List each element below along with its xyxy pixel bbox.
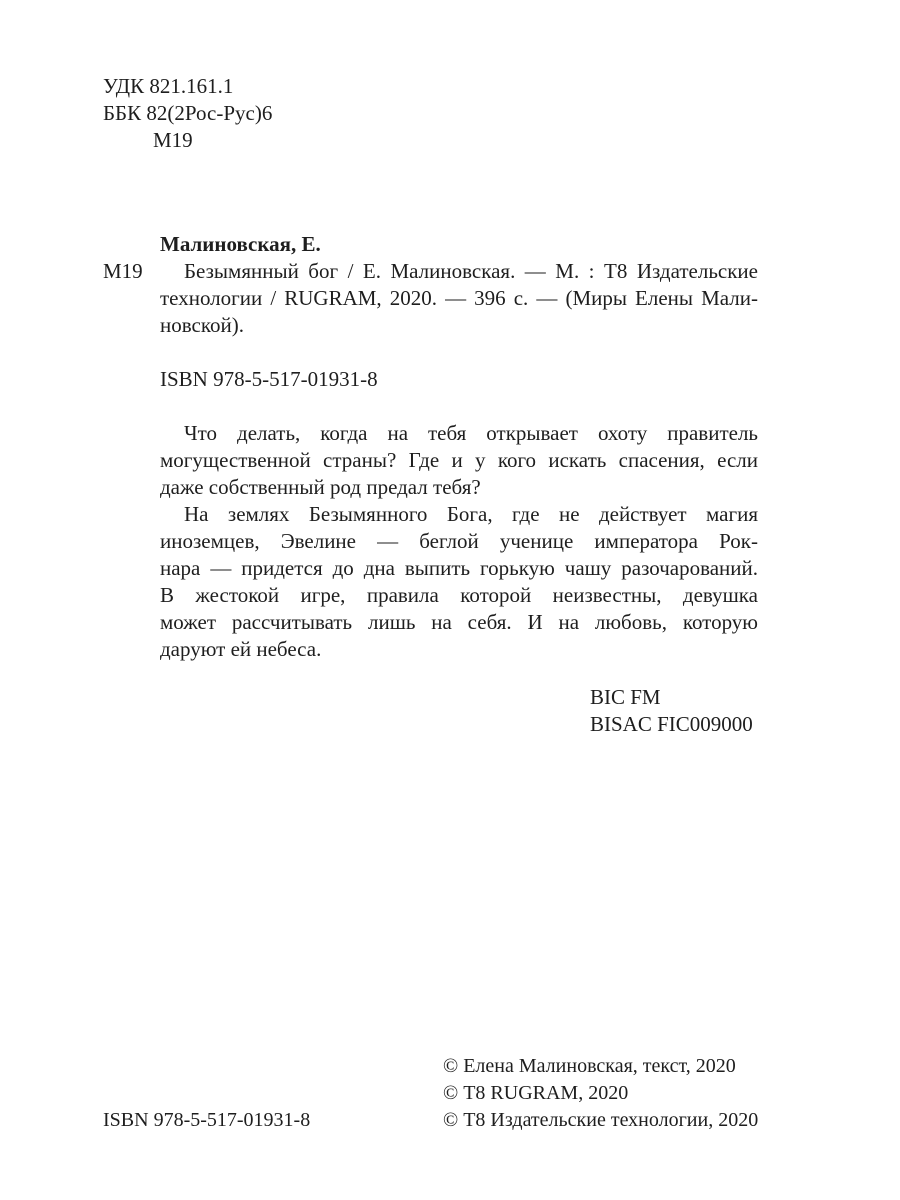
subject-codes: [590, 684, 753, 738]
annotation: [160, 420, 758, 663]
annotation-line: В жестокой игре, правила которой неизвестны, девушка: [160, 583, 758, 607]
copyright-line: © Т8 RUGRAM, 2020: [443, 1082, 629, 1104]
biblio-line: технологии / RUGRAM, 2020. — 396 с. — (Миры Елены Мали-: [160, 286, 758, 310]
bbk-code: ББК 82(2Рос-Рус)6: [103, 101, 273, 125]
classification-codes: [103, 73, 272, 154]
copyright-line: © Т8 Издательские технологии, 2020: [443, 1109, 759, 1131]
author-name: Малиновская, Е.: [160, 232, 321, 256]
annotation-line: могущественной страны? Где и у кого искать спасения, если: [160, 448, 758, 472]
udk-code: УДК 821.161.1: [103, 74, 234, 98]
isbn: ISBN 978-5-517-01931-8: [160, 367, 378, 391]
isbn-bottom: ISBN 978-5-517-01931-8: [103, 1109, 311, 1131]
annotation-line: Что делать, когда на тебя открывает охоту правитель: [184, 421, 758, 445]
annotation-line: может рассчитывать лишь на себя. И на любовь, которую: [160, 610, 758, 634]
bisac-code: BISAC FIC009000: [590, 712, 753, 736]
copyright-block: [443, 1053, 758, 1134]
annotation-line: даже собственный род предал тебя?: [160, 475, 481, 499]
biblio-author-mark: М19: [103, 259, 143, 283]
bibliographic-description: [160, 258, 758, 339]
annotation-line: На землях Безымянного Бога, где не действует магия: [184, 502, 758, 526]
annotation-line: иноземцев, Эвелине — беглой ученице императора Рок-: [160, 529, 758, 553]
author-mark: М19: [153, 128, 193, 152]
annotation-line: даруют ей небеса.: [160, 637, 322, 661]
annotation-line: нара — придется до дна выпить горькую чашу разочарований.: [160, 556, 758, 580]
bic-code: BIC FM: [590, 685, 661, 709]
biblio-line: Безымянный бог / Е. Малиновская. — М. : Т8 Издательские: [184, 259, 758, 283]
copyright-line: © Елена Малиновская, текст, 2020: [443, 1055, 736, 1077]
biblio-line: новской).: [160, 313, 244, 337]
